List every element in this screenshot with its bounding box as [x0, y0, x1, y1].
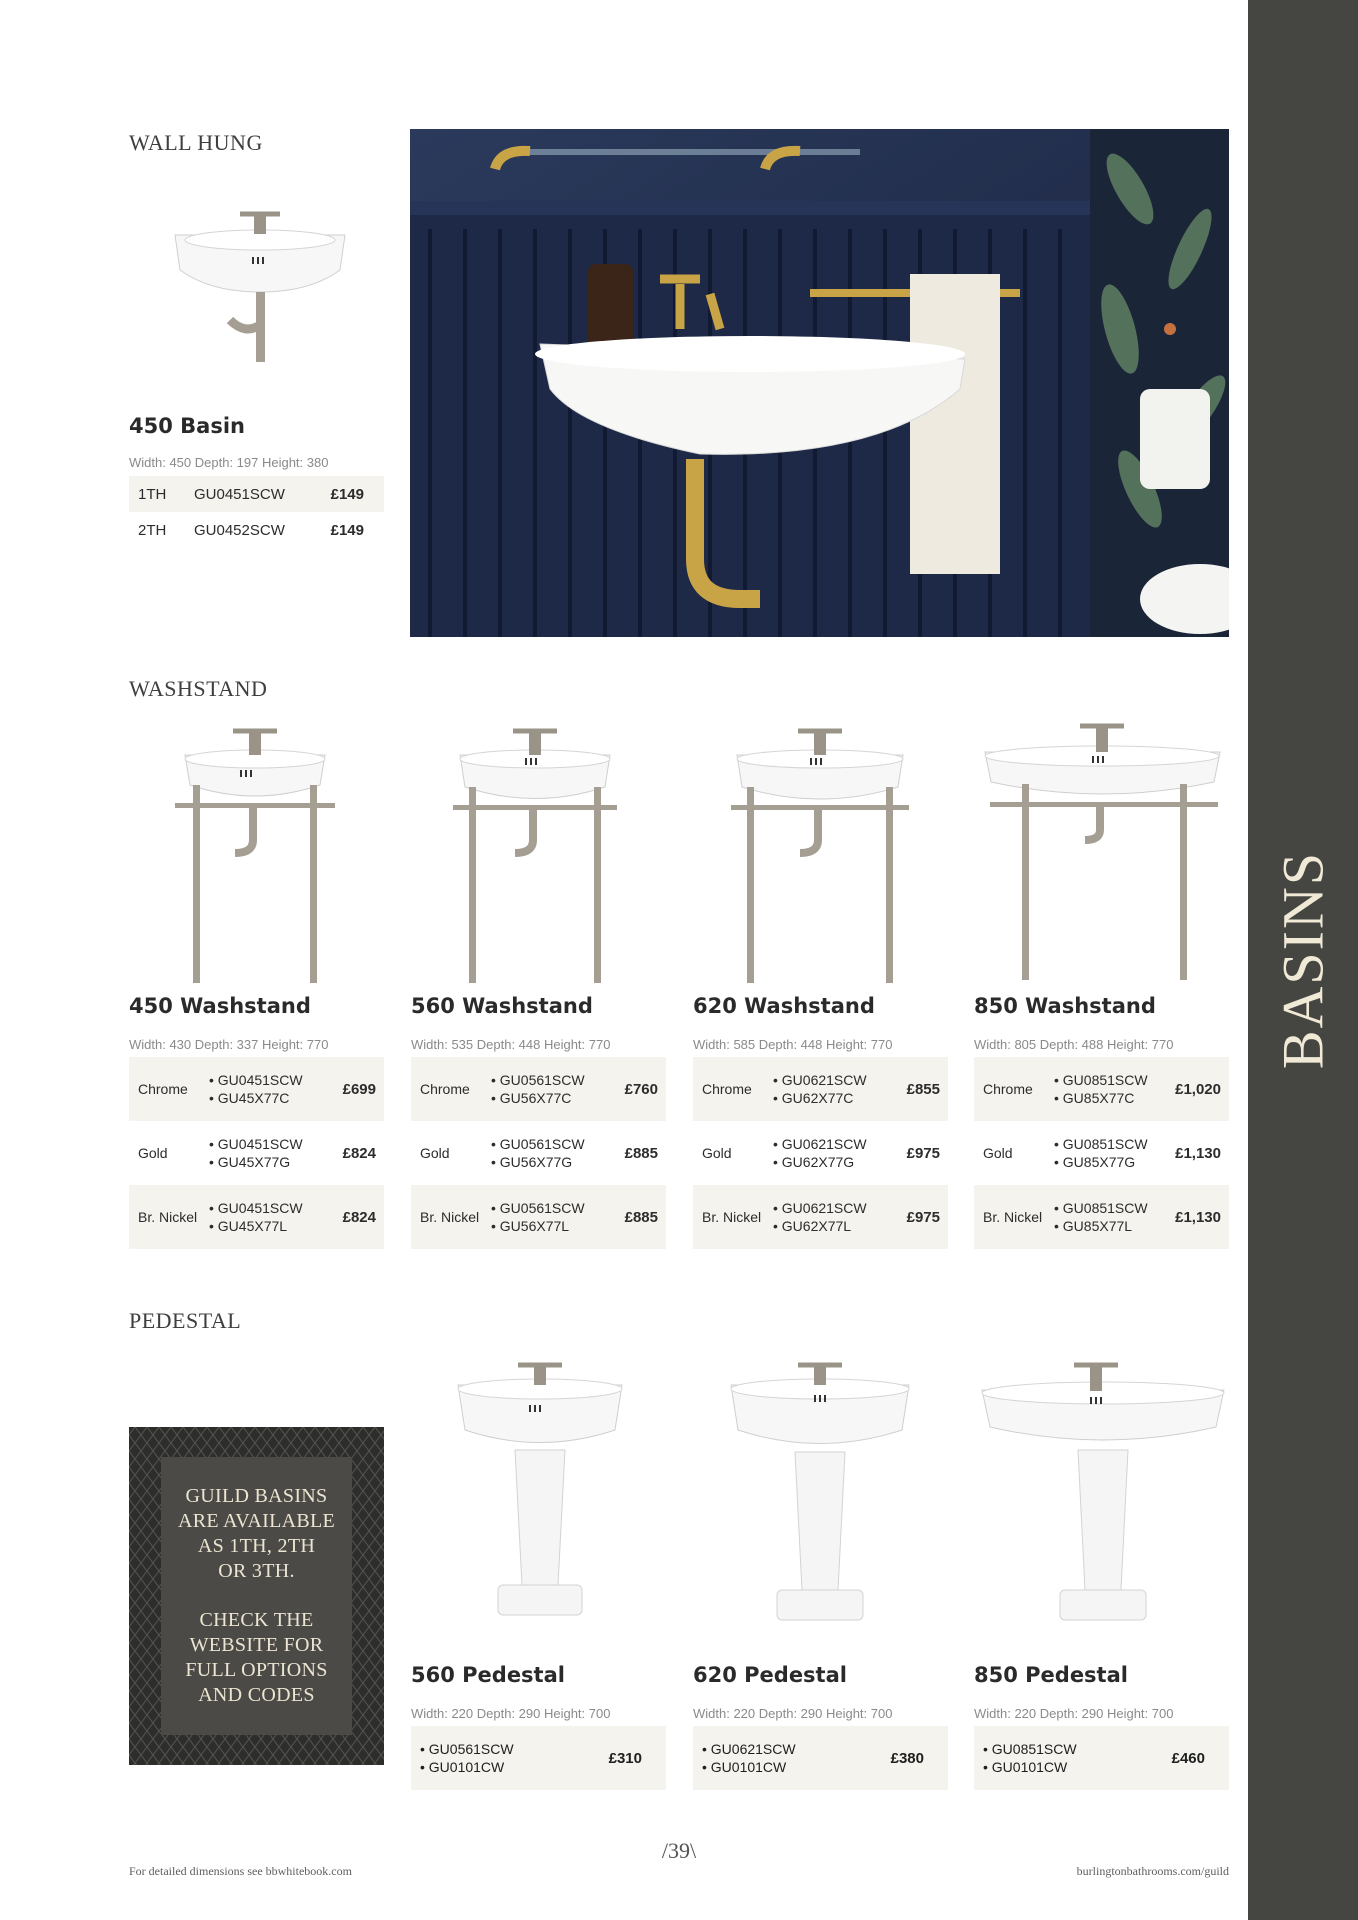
washstand-620-dimensions: Width: 585 Depth: 448 Height: 770 [693, 1037, 893, 1052]
code-pedestal: • GU0101CW [702, 1759, 787, 1775]
table-row [974, 1057, 1229, 1121]
washstand-850-image [980, 710, 1225, 985]
pedestal-620-name: 620 Pedestal [693, 1663, 847, 1687]
washstand-850-price-table [974, 1057, 1229, 1249]
product-codes [773, 1199, 894, 1235]
table-row [693, 1057, 948, 1121]
code-basin: • GU0451SCW [209, 1072, 303, 1088]
code-basin: • GU0561SCW [420, 1741, 514, 1757]
price: £824 [342, 1144, 376, 1162]
finish: Chrome [983, 1081, 1033, 1097]
promo-line: AS 1TH, 2TH [197, 1535, 316, 1557]
finish: Br. Nickel [983, 1209, 1043, 1225]
table-row [974, 1121, 1229, 1185]
product-codes [1054, 1199, 1175, 1235]
pedestal-560-name: 560 Pedestal [411, 1663, 565, 1687]
product-code: GU0451SCW [194, 485, 285, 503]
pedestal-620-image [725, 1355, 915, 1630]
finish: Br. Nickel [702, 1209, 762, 1225]
finish: Gold [702, 1145, 732, 1161]
finish: Chrome [420, 1081, 470, 1097]
code-basin: • GU0451SCW [209, 1200, 303, 1216]
code-basin: • GU0851SCW [983, 1741, 1077, 1757]
promo-line: CHECK THE [199, 1609, 314, 1631]
pedestal-850-price-table [974, 1726, 1229, 1790]
wall-hung-dimensions: Width: 450 Depth: 197 Height: 380 [129, 455, 329, 470]
washstand-450-name: 450 Washstand [129, 994, 311, 1018]
code-stand: • GU85X77C [1054, 1090, 1135, 1106]
finish: Br. Nickel [420, 1209, 480, 1225]
product-codes [1054, 1071, 1175, 1107]
finish: Chrome [138, 1081, 188, 1097]
code-basin: • GU0561SCW [491, 1072, 585, 1088]
code-pedestal: • GU0101CW [420, 1759, 505, 1775]
pedestal-620-price-table [693, 1726, 948, 1790]
code-basin: • GU0621SCW [702, 1741, 796, 1757]
footer-website-link[interactable]: burlingtonbathrooms.com/guild [1076, 1864, 1229, 1878]
price: £975 [906, 1144, 940, 1162]
promo-line: AND CODES [198, 1684, 315, 1706]
price: £460 [1171, 1749, 1205, 1767]
finish: Br. Nickel [138, 1209, 198, 1225]
code-basin: • GU0451SCW [209, 1136, 303, 1152]
code-basin: • GU0621SCW [773, 1136, 867, 1152]
table-row [411, 1057, 666, 1121]
washstand-450-dimensions: Width: 430 Depth: 337 Height: 770 [129, 1037, 329, 1052]
wall-hung-price-table [129, 476, 384, 548]
promo-line: WEBSITE FOR [189, 1634, 324, 1656]
promo-panel [161, 1457, 352, 1735]
product-codes [209, 1135, 330, 1171]
washstand-620-price-table [693, 1057, 948, 1249]
pedestal-560-price-table [411, 1726, 666, 1790]
washstand-450-price-table [129, 1057, 384, 1249]
section-title-pedestal: PEDESTAL [129, 1308, 242, 1333]
tap-holes: 2TH [138, 521, 167, 539]
table-row [129, 512, 384, 548]
price: £885 [624, 1208, 658, 1226]
price: £824 [342, 1208, 376, 1226]
washstand-560-dimensions: Width: 535 Depth: 448 Height: 770 [411, 1037, 611, 1052]
code-basin: • GU0561SCW [491, 1136, 585, 1152]
code-pedestal: • GU0101CW [983, 1759, 1068, 1775]
price: £699 [342, 1080, 376, 1098]
price: £380 [890, 1749, 924, 1767]
washstand-620-image [725, 715, 915, 985]
price: £1,130 [1175, 1208, 1221, 1226]
code-stand: • GU45X77G [209, 1154, 291, 1170]
finish: Gold [138, 1145, 168, 1161]
code-stand: • GU56X77C [491, 1090, 572, 1106]
promo-line: GUILD BASINS [185, 1485, 328, 1507]
finish: Chrome [702, 1081, 752, 1097]
table-row [693, 1121, 948, 1185]
product-codes [1054, 1135, 1175, 1171]
table-row [411, 1121, 666, 1185]
price: £1,020 [1175, 1080, 1221, 1098]
code-stand: • GU62X77G [773, 1154, 855, 1170]
table-row [974, 1185, 1229, 1249]
code-stand: • GU45X77L [209, 1218, 288, 1234]
tap-holes: 1TH [138, 485, 167, 503]
promo-text-block-1 [178, 1484, 335, 1584]
price: £855 [906, 1080, 940, 1098]
price: £885 [624, 1144, 658, 1162]
product-codes [773, 1071, 894, 1107]
price: £149 [330, 521, 364, 539]
pedestal-560-dimensions: Width: 220 Depth: 290 Height: 700 [411, 1706, 611, 1721]
section-title-washstand: WASHSTAND [129, 676, 268, 701]
code-stand: • GU45X77C [209, 1090, 290, 1106]
code-basin: • GU0851SCW [1054, 1136, 1148, 1152]
promo-line: FULL OPTIONS [185, 1659, 328, 1681]
side-section-label: BASINS [1270, 850, 1336, 1070]
washstand-850-dimensions: Width: 805 Depth: 488 Height: 770 [974, 1037, 1174, 1052]
code-basin: • GU0851SCW [1054, 1072, 1148, 1088]
table-row [411, 1185, 666, 1249]
pedestal-620-dimensions: Width: 220 Depth: 290 Height: 700 [693, 1706, 893, 1721]
price: £760 [624, 1080, 658, 1098]
finish: Gold [420, 1145, 450, 1161]
code-stand: • GU62X77L [773, 1218, 852, 1234]
code-basin: • GU0621SCW [773, 1072, 867, 1088]
code-stand: • GU56X77L [491, 1218, 570, 1234]
hero-bathroom-photo [410, 129, 1229, 637]
price: £149 [330, 485, 364, 503]
pedestal-850-image [978, 1355, 1228, 1630]
price: £1,130 [1175, 1144, 1221, 1162]
product-codes [209, 1199, 330, 1235]
pedestal-560-image [450, 1355, 630, 1625]
code-stand: • GU85X77G [1054, 1154, 1136, 1170]
wall-hung-basin-image [160, 200, 360, 380]
washstand-850-name: 850 Washstand [974, 994, 1156, 1018]
code-stand: • GU85X77L [1054, 1218, 1133, 1234]
table-row [129, 1057, 384, 1121]
promo-line: OR 3TH. [218, 1560, 295, 1582]
pedestal-850-name: 850 Pedestal [974, 1663, 1128, 1687]
promo-line: ARE AVAILABLE [177, 1510, 336, 1532]
code-stand: • GU62X77C [773, 1090, 854, 1106]
footer-dimensions-note: For detailed dimensions see bbwhitebook.com [129, 1864, 352, 1878]
product-codes [974, 1740, 1159, 1776]
code-basin: • GU0561SCW [491, 1200, 585, 1216]
product-codes [209, 1071, 330, 1107]
table-row [129, 476, 384, 512]
washstand-560-image [445, 715, 625, 985]
promo-box [129, 1427, 384, 1765]
washstand-560-name: 560 Washstand [411, 994, 593, 1018]
washstand-560-price-table [411, 1057, 666, 1249]
product-code: GU0452SCW [194, 521, 285, 539]
washstand-450-image [165, 715, 345, 985]
table-row [693, 1185, 948, 1249]
washstand-620-name: 620 Washstand [693, 994, 875, 1018]
price: £975 [906, 1208, 940, 1226]
price: £310 [608, 1749, 642, 1767]
promo-text-block-2 [185, 1608, 327, 1708]
code-stand: • GU56X77G [491, 1154, 573, 1170]
finish: Gold [983, 1145, 1013, 1161]
table-row [129, 1185, 384, 1249]
product-codes [491, 1135, 612, 1171]
code-basin: • GU0851SCW [1054, 1200, 1148, 1216]
product-codes [411, 1740, 596, 1776]
pedestal-850-dimensions: Width: 220 Depth: 290 Height: 700 [974, 1706, 1174, 1721]
wall-hung-product-name: 450 Basin [129, 414, 245, 438]
product-codes [491, 1199, 612, 1235]
page-number: /39\ [661, 1838, 697, 1863]
product-codes [693, 1740, 878, 1776]
code-basin: • GU0621SCW [773, 1200, 867, 1216]
product-codes [773, 1135, 894, 1171]
section-title-wall-hung: WALL HUNG [129, 130, 263, 155]
table-row [129, 1121, 384, 1185]
product-codes [491, 1071, 612, 1107]
